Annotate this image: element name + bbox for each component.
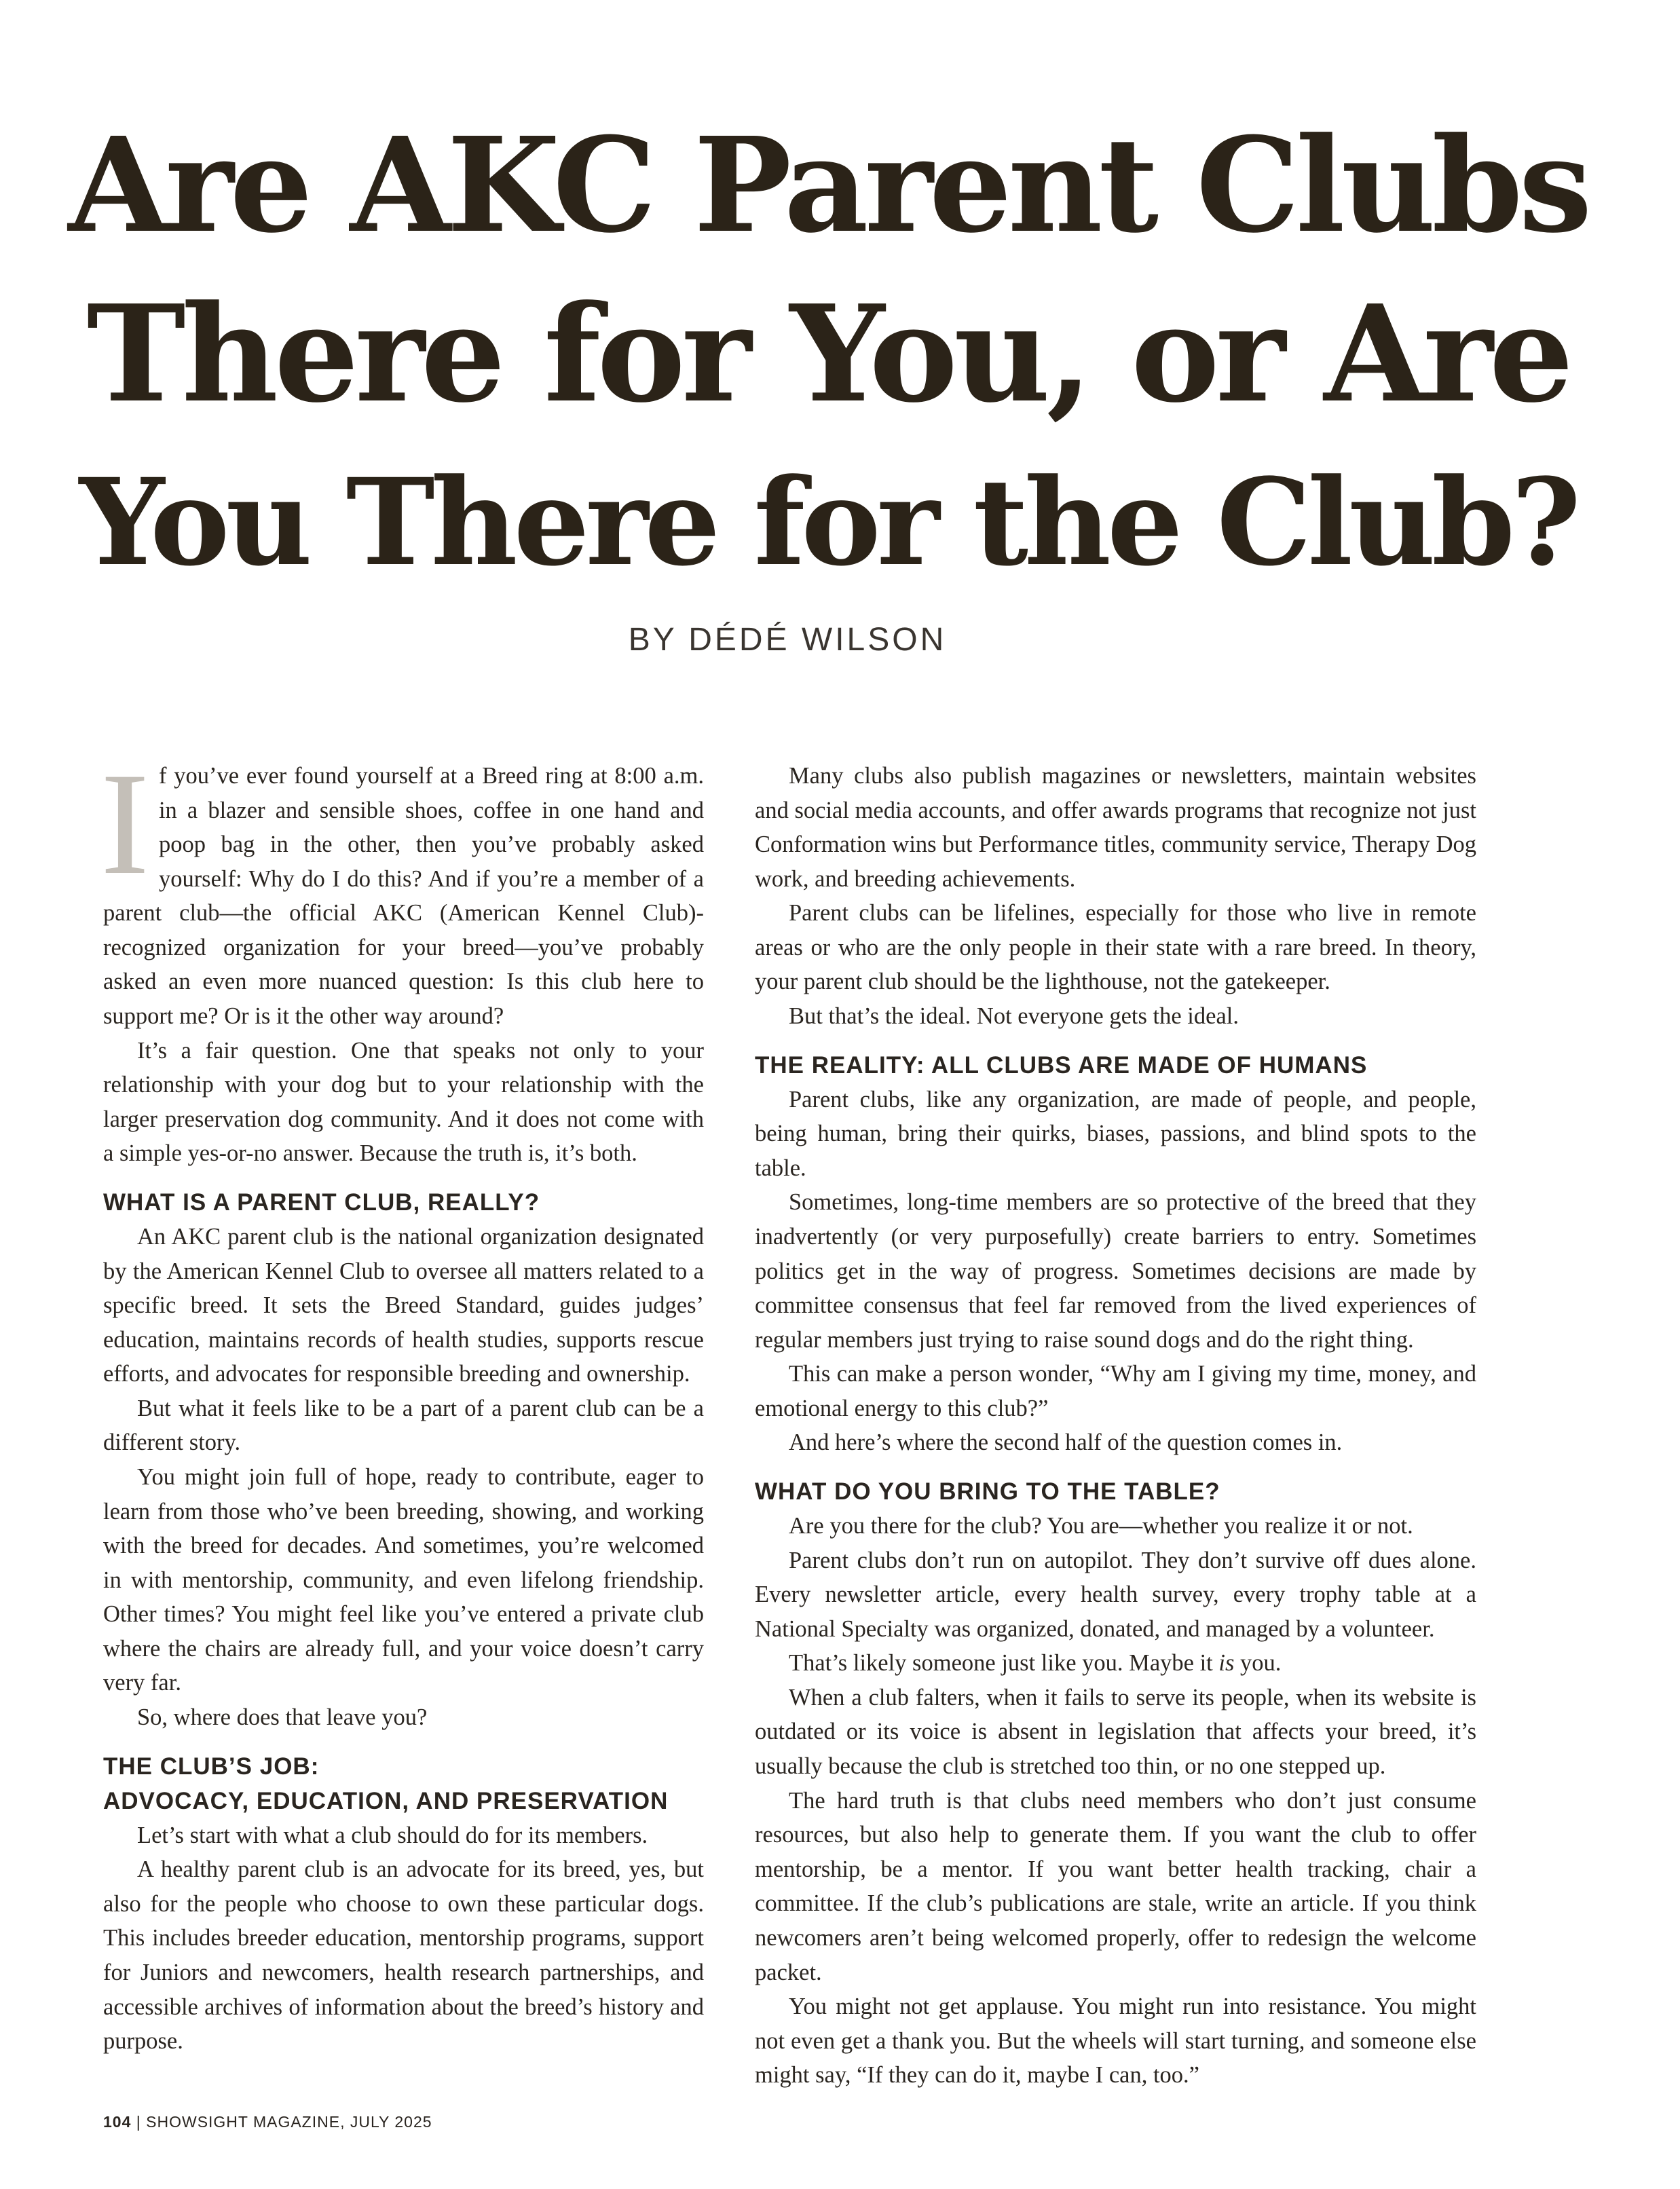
text-run: you. [1234, 1650, 1282, 1677]
section-heading [103, 1749, 704, 1818]
title-line: There for You, or Are [86, 276, 1570, 432]
body-paragraph: An AKC parent club is the national organization designated by the American Kennel Club to oversee all matters related to a specific breed. It sets the Breed Standard, guides judges’ education, maintains records of health studies, supports rescue efforts, and advocates for responsible breeding and ownership. [103, 1223, 704, 1387]
section-heading: WHAT IS A PARENT CLUB, REALLY? [103, 1189, 540, 1216]
body-paragraph: Let’s start with what a club should do for its members. [137, 1822, 648, 1848]
body-paragraph: Parent clubs can be lifelines, especially for those who live in remote areas or who are the only people in their state with a rare breed. In theory, your parent club should be the lighthouse, not the gatekeeper. [755, 900, 1476, 995]
section-heading: THE REALITY: ALL CLUBS ARE MADE OF HUMANS [755, 1051, 1368, 1079]
article-title [68, 102, 1588, 607]
byline: BY DÉDÉ WILSON [628, 622, 947, 658]
body-paragraph: This can make a person wonder, “Why am I giving my time, money, and emotional energy to this club?” [755, 1361, 1476, 1421]
title-line: Are AKC Parent Clubs [68, 109, 1588, 262]
body-paragraph: Parent clubs don’t run on autopilot. They don’t survive off dues alone. Every newsletter article, every health survey, every trophy table at a National Specialty was organized, donated, and managed by a volunteer. [755, 1547, 1476, 1642]
publication-info: SHOWSIGHT MAGAZINE, JULY 2025 [146, 2113, 432, 2131]
section-heading-line: ADVOCACY, EDUCATION, AND PRESERVATION [103, 1787, 669, 1814]
intro-text: f you’ve ever found yourself at a Breed ring at 8:00 a.m. in a blazer and sensible shoes, coffee in one hand and poop bag in the other, then you’ve probably asked yourself: Why do I do this? And if you’re a member of a parent club—the official AKC (American Kennel Club)-recognized organization for your breed—you’ve probably asked an even more nuanced question: Is this club here to support me? Or is it the other way around? [103, 763, 704, 1030]
body-paragraph: But what it feels like to be a part of a parent club can be a different story. [103, 1395, 704, 1456]
body-paragraph: Sometimes, long-time members are so protective of the breed that they inadvertently (or very purposefully) create barriers to entry. Sometimes politics get in the way of progress. Sometimes decisions are made by committee consensus that feel far removed from the lived experiences of regular members just trying to raise sound dogs and do the right thing. [755, 1189, 1476, 1353]
body-paragraph [755, 1646, 1476, 1681]
body-paragraph: Are you there for the club? You are—whether you realize it or not. [789, 1512, 1413, 1539]
left-column [100, 743, 704, 2059]
body-paragraph: You might not get applause. You might run into resistance. You might not even get a thank you. But the wheels will start turning, and someone else might say, “If they can do it, maybe I can, too.” [755, 1994, 1476, 2089]
body-paragraph: When a club falters, when it fails to serve its people, when its website is outdated or its voice is absent in legislation that affects your breed, it’s usually because the club is stretched too thin, or no one stepped up. [755, 1684, 1476, 1780]
body-paragraph: It’s a fair question. One that speaks not only to your relationship with your dog but to your relationship with the larger preservation dog community. And it does not come with a simple yes-or-no answer. Because the truth is, it’s both. [103, 1037, 704, 1167]
footer-separator: | [131, 2113, 147, 2131]
section-heading: WHAT DO YOU BRING TO THE TABLE? [755, 1478, 1220, 1505]
body-paragraph: Many clubs also publish magazines or newsletters, maintain websites and social media accounts, and offer awards programs that recognize not just Conformation wins but Performance titles, community service, Therapy Dog work, and breeding achievements. [755, 763, 1476, 892]
page-footer [103, 2113, 432, 2131]
body-paragraph: So, where does that leave you? [137, 1704, 428, 1731]
body-paragraph: You might join full of hope, ready to contribute, eager to learn from those who’ve been breeding, showing, and working with the breed for decades. And sometimes, you’re welcomed in with mentorship, community, and even lifelong friendship. Other times? You might feel like you’ve entered a private club where the chairs are already full, and your voice doesn’t carry very far. [103, 1463, 704, 1696]
body-paragraph: The hard truth is that clubs need members who don’t just consume resources, but also help to generate them. If you want the club to offer mentorship, be a mentor. If you want better health tracking, chair a committee. If the club’s publications are stale, write an article. If you think newcomers aren’t being welcomed properly, offer to redesign the welcome packet. [755, 1787, 1476, 1985]
body-paragraph: And here’s where the second half of the question comes in. [789, 1429, 1343, 1456]
body-paragraph: Parent clubs, like any organization, are made of people, and people, being human, bring their quirks, biases, passions, and blind spots to the table. [755, 1086, 1476, 1181]
title-line: You There for the Club? [79, 452, 1578, 593]
drop-cap: I [100, 743, 149, 905]
body-paragraph: But that’s the ideal. Not everyone gets the ideal. [789, 1003, 1239, 1030]
right-column [755, 759, 1476, 2093]
body-paragraph: A healthy parent club is an advocate for its breed, yes, but also for the people who choose to own these particular dogs. This includes breeder education, mentorship programs, support for Juniors and newcomers, health research partnerships, and accessible archives of information about the breed’s history and purpose. [103, 1856, 704, 2055]
emphasis-text: is [1218, 1650, 1235, 1677]
text-run: That’s likely someone just like you. Maybe it [789, 1650, 1219, 1677]
intro-paragraph [100, 743, 704, 1034]
section-heading-line: THE CLUB’S JOB: [103, 1753, 320, 1780]
page-number: 104 [103, 2113, 132, 2131]
